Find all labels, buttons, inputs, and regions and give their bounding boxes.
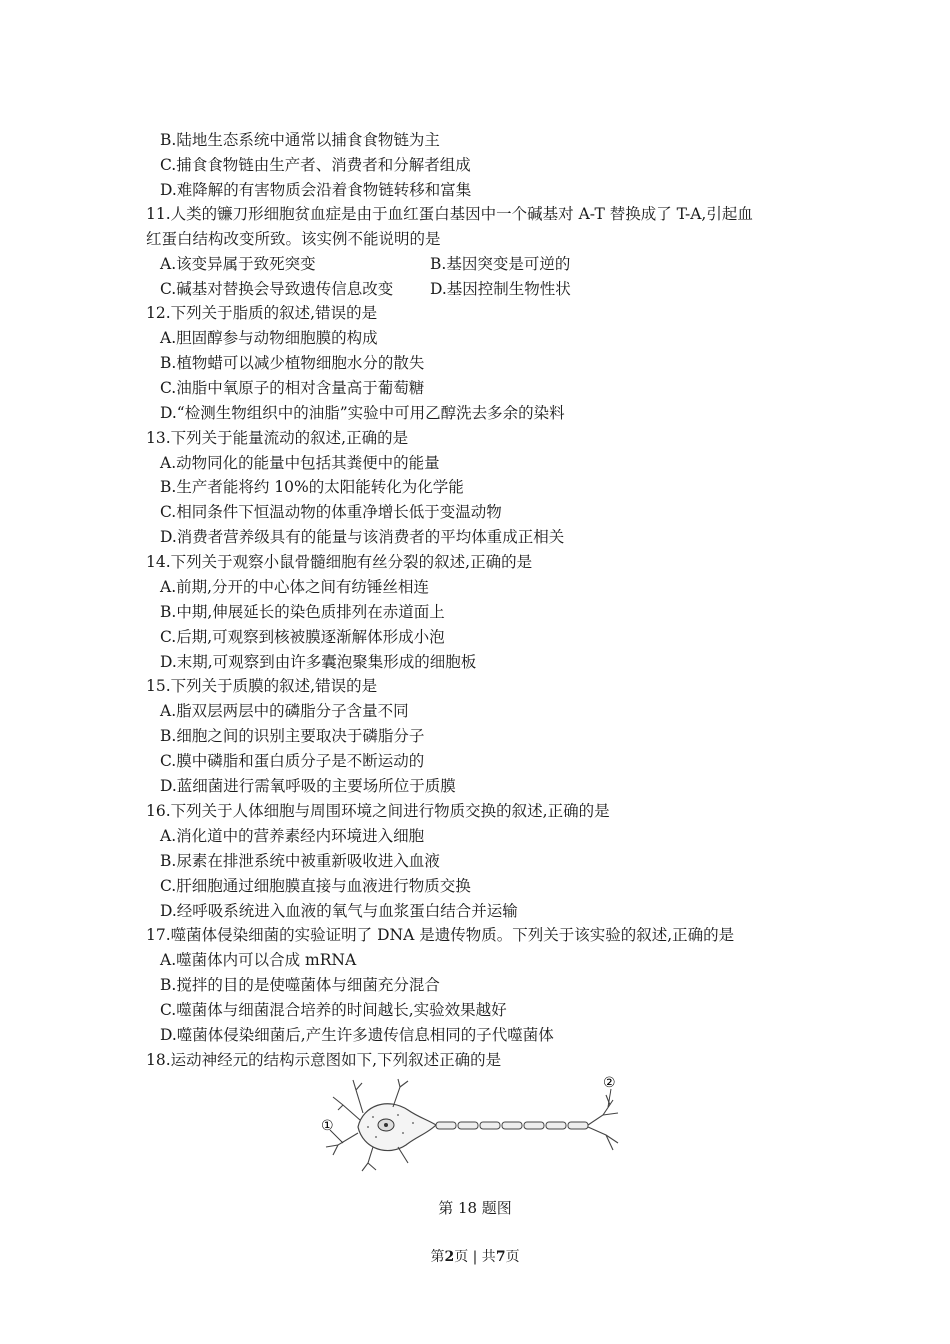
footer-prefix: 第 xyxy=(430,1249,445,1265)
question-stem: 11.人类的镰刀形细胞贫血症是由于血红蛋白基因中一个碱基对 A-T 替换成了 T-A,引起血 xyxy=(146,205,753,223)
label-2: ② xyxy=(603,1075,616,1091)
answer-option: C.肝细胞通过细胞膜直接与血液进行物质交换 xyxy=(160,877,471,895)
answer-option: D.经呼吸系统进入血液的氧气与血浆蛋白结合并运输 xyxy=(160,902,518,920)
footer-mid: 页 | 共 xyxy=(454,1249,496,1265)
answer-option: D.难降解的有害物质会沿着食物链转移和富集 xyxy=(160,181,472,199)
neuron-diagram xyxy=(318,1075,638,1175)
answer-option: B.细胞之间的识别主要取决于磷脂分子 xyxy=(160,727,425,745)
figure-caption: 第 18 题图 xyxy=(438,1199,512,1217)
answer-option: C.噬菌体与细菌混合培养的时间越长,实验效果越好 xyxy=(160,1001,507,1019)
question-stem-continued: 红蛋白结构改变所致。该实例不能说明的是 xyxy=(146,230,441,248)
answer-option: A.胆固醇参与动物细胞膜的构成 xyxy=(160,329,378,347)
footer-suffix: 页 xyxy=(505,1249,520,1265)
answer-option: C.捕食食物链由生产者、消费者和分解者组成 xyxy=(160,156,471,174)
question-stem: 18.运动神经元的结构示意图如下,下列叙述正确的是 xyxy=(146,1051,502,1069)
answer-option: C.油脂中氧原子的相对含量高于葡萄糖 xyxy=(160,379,425,397)
answer-option: A.消化道中的营养素经内环境进入细胞 xyxy=(160,827,425,845)
question-stem: 13.下列关于能量流动的叙述,正确的是 xyxy=(146,429,409,447)
question-stem: 15.下列关于质膜的叙述,错误的是 xyxy=(146,677,378,695)
page-footer xyxy=(0,1246,950,1266)
answer-option: D.“检测生物组织中的油脂”实验中可用乙醇洗去多余的染料 xyxy=(160,404,565,422)
answer-option: B.搅拌的目的是使噬菌体与细菌充分混合 xyxy=(160,976,440,994)
answer-option: D.基因控制生物性状 xyxy=(430,280,571,298)
answer-option: D.末期,可观察到由许多囊泡聚集形成的细胞板 xyxy=(160,653,477,671)
question-stem: 16.下列关于人体细胞与周围环境之间进行物质交换的叙述,正确的是 xyxy=(146,802,610,820)
answer-option: B.生产者能将约 10%的太阳能转化为化学能 xyxy=(160,478,464,496)
label-1: ① xyxy=(321,1118,334,1134)
answer-option: D.噬菌体侵染细菌后,产生许多遗传信息相同的子代噬菌体 xyxy=(160,1026,554,1044)
answer-option: D.消费者营养级具有的能量与该消费者的平均体重成正相关 xyxy=(160,528,565,546)
question-stem: 14.下列关于观察小鼠骨髓细胞有丝分裂的叙述,正确的是 xyxy=(146,553,533,571)
answer-option: C.后期,可观察到核被膜逐渐解体形成小泡 xyxy=(160,628,445,646)
answer-option: B.基因突变是可逆的 xyxy=(430,255,571,273)
answer-option: A.动物同化的能量中包括其粪便中的能量 xyxy=(160,454,440,472)
answer-option: A.前期,分开的中心体之间有纺锤丝相连 xyxy=(160,578,430,596)
answer-option: C.相同条件下恒温动物的体重净增长低于变温动物 xyxy=(160,503,502,521)
answer-option: A.该变异属于致死突变 xyxy=(160,255,316,273)
answer-option: B.植物蜡可以减少植物细胞水分的散失 xyxy=(160,354,425,372)
answer-option: C.碱基对替换会导致遗传信息改变 xyxy=(160,280,394,298)
answer-option: B.中期,伸展延长的染色质排列在赤道面上 xyxy=(160,603,445,621)
answer-option: A.脂双层两层中的磷脂分子含量不同 xyxy=(160,702,409,720)
footer-total-pages: 7 xyxy=(495,1249,506,1265)
question-stem: 12.下列关于脂质的叙述,错误的是 xyxy=(146,304,378,322)
answer-option: B.尿素在排泄系统中被重新吸收进入血液 xyxy=(160,852,440,870)
answer-option: C.膜中磷脂和蛋白质分子是不断运动的 xyxy=(160,752,425,770)
question-stem: 17.噬菌体侵染细菌的实验证明了 DNA 是遗传物质。下列关于该实验的叙述,正确的是 xyxy=(146,926,735,944)
answer-option: D.蓝细菌进行需氧呼吸的主要场所位于质膜 xyxy=(160,777,456,795)
footer-page-number: 2 xyxy=(444,1249,455,1265)
answer-option: A.噬菌体内可以合成 mRNA xyxy=(160,951,357,969)
answer-option: B.陆地生态系统中通常以捕食食物链为主 xyxy=(160,131,440,149)
